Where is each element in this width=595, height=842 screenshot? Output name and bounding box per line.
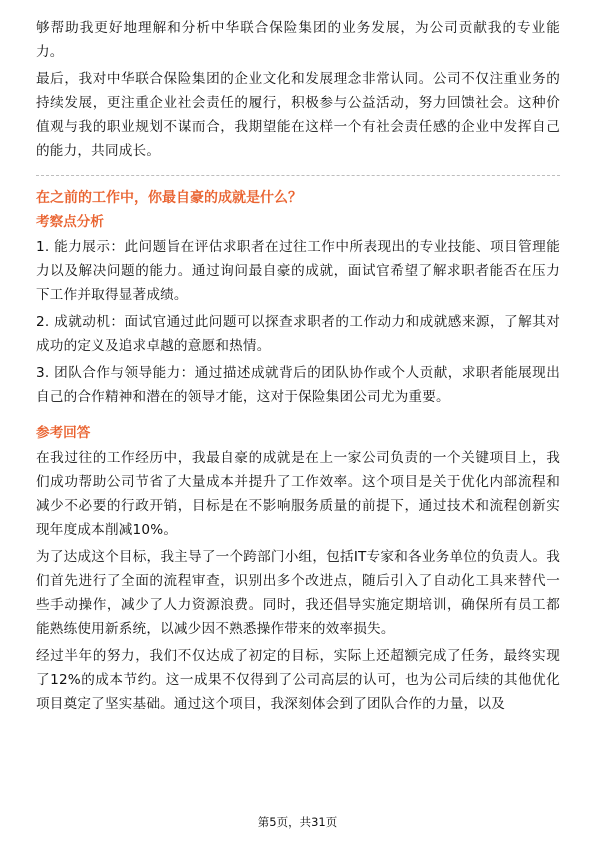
intro-paragraph: 最后，我对中华联合保险集团的企业文化和发展理念非常认同。公司不仅注重业务的持续发展，更注重企业社会责任的履行，积极参与公益活动，努力回馈社会。这种价值观与我的职业规划不谋而合，我期望能在这样一个有社会责任感的企业中发挥自己的能力，共同成长。 [36, 71, 560, 159]
page-number: 第5页，共31页 [257, 815, 338, 829]
analysis-heading: 考察点分析 [36, 214, 104, 230]
document-page [36, 16, 560, 719]
analysis-point: 3. 团队合作与领导能力：通过描述成就背后的团队协作或个人贡献，求职者能展现出自己的合作精神和潜在的领导才能，这对于保险集团公司尤为重要。 [36, 365, 560, 405]
answer-paragraph: 经过半年的努力，我们不仅达成了初定的目标，实际上还超额完成了任务，最终实现了12%的成本节约。这一成果不仅得到了公司高层的认可，也为公司后续的其他优化项目奠定了坚实基础。通过这个项目，我深刻体会到了团队合作的力量，以及 [36, 648, 560, 712]
section-divider [36, 175, 560, 176]
answer-heading: 参考回答 [36, 425, 91, 441]
section-gap [36, 412, 560, 422]
intro-paragraph: 够帮助我更好地理解和分析中华联合保险集团的业务发展，为公司贡献我的专业能力。 [36, 20, 560, 60]
answer-paragraph: 为了达成这个目标，我主导了一个跨部门小组，包括IT专家和各业务单位的负责人。我们首先进行了全面的流程审查，识别出多个改进点，随后引入了自动化工具来替代一些手动操作，减少了人力资源浪费。同时，我还倡导实施定期培训，确保所有员工都能熟练使用新系统，以减少因不熟悉操作带来的效率损失。 [36, 549, 560, 637]
question-title: 在之前的工作中，你最自豪的成就是什么？ [36, 190, 302, 206]
analysis-point: 2. 成就动机：面试官通过此问题可以探查求职者的工作动力和成就感来源，了解其对成功的定义及追求卓越的意愿和热情。 [36, 314, 560, 354]
answer-paragraph: 在我过往的工作经历中，我最自豪的成就是在上一家公司负责的一个关键项目上，我们成功帮助公司节省了大量成本并提升了工作效率。这个项目是关于优化内部流程和减少不必要的行政开销，目标是在不影响服务质量的前提下，通过技术和流程创新实现年度成本削减10%。 [36, 450, 560, 538]
analysis-point: 1. 能力展示：此问题旨在评估求职者在过往工作中所表现出的专业技能、项目管理能力以及解决问题的能力。通过询问最自豪的成就，面试官希望了解求职者能否在压力下工作并取得显著成绩。 [36, 239, 560, 303]
